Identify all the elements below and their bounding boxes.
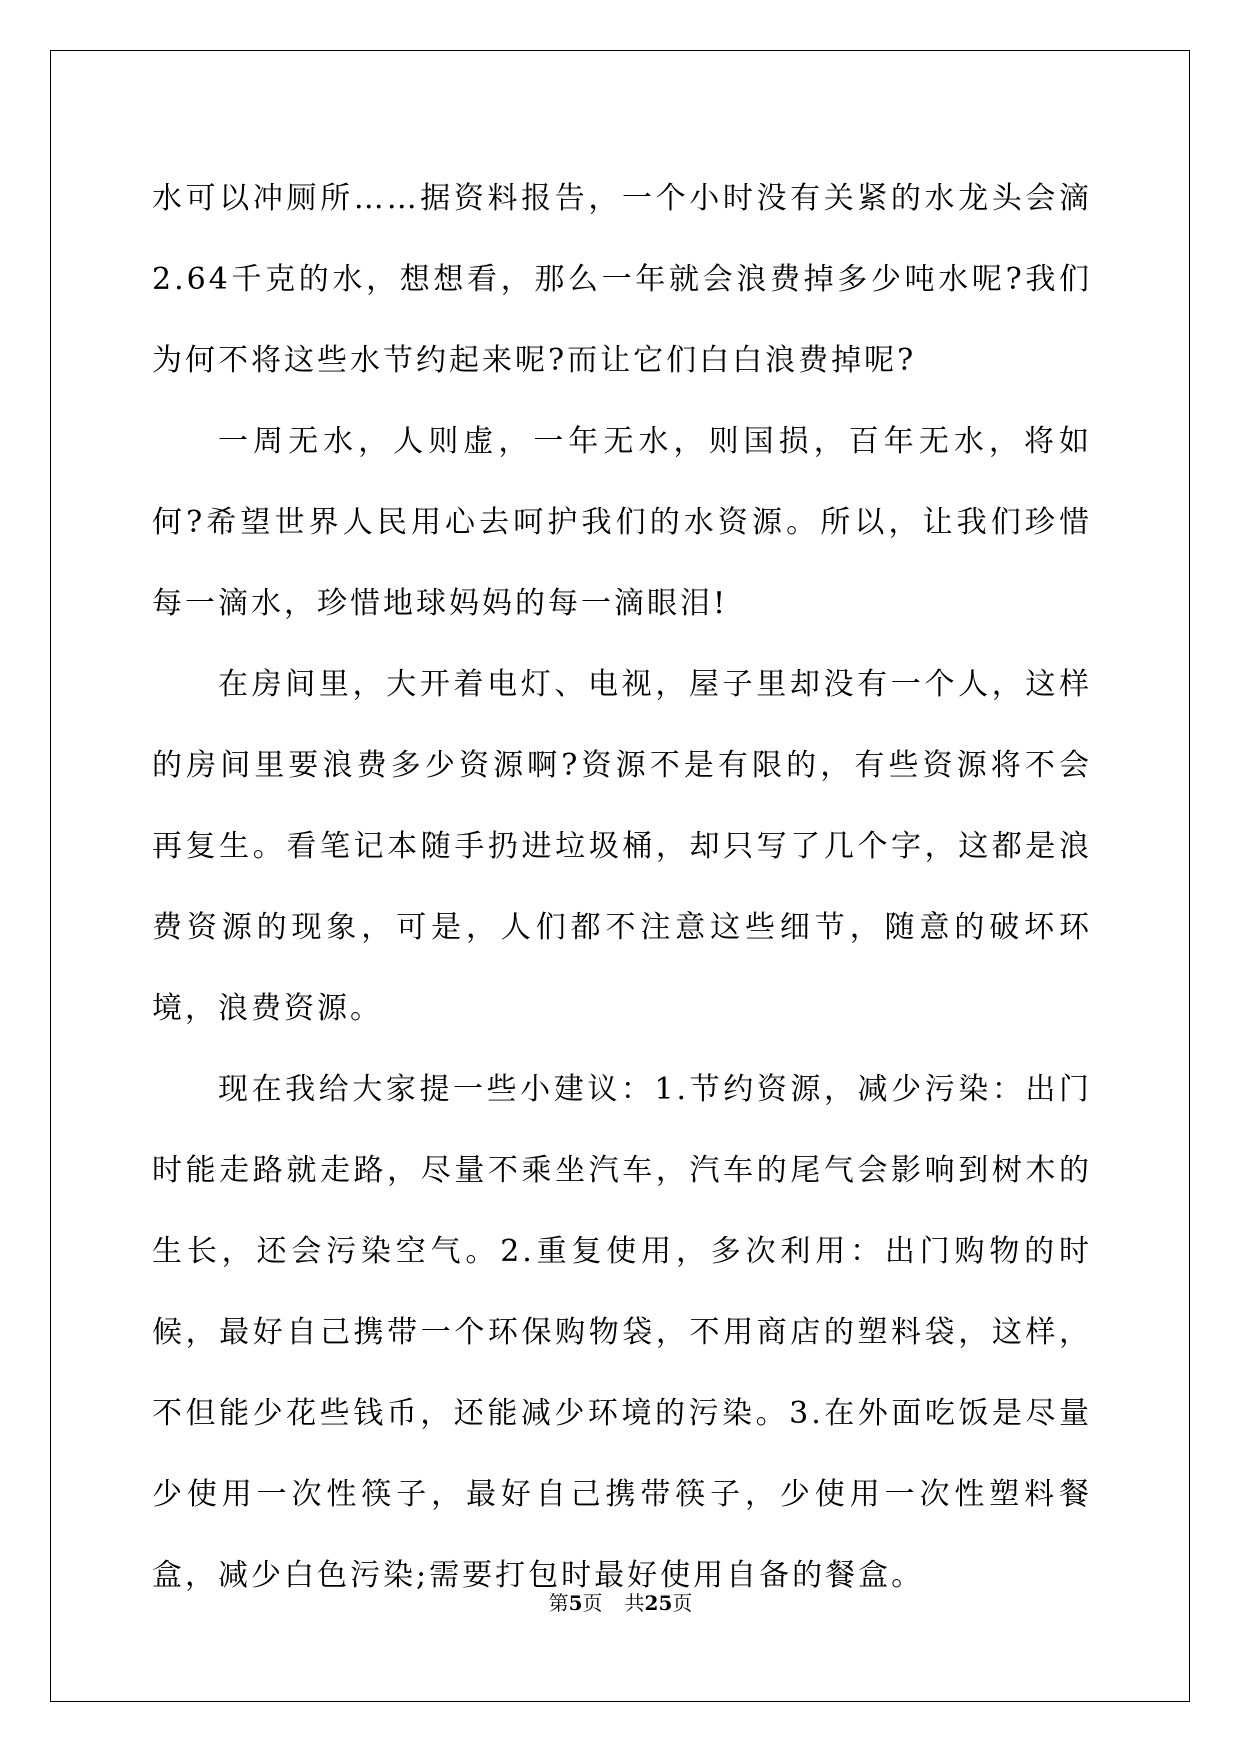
page-prefix: 第	[548, 1591, 569, 1615]
page-footer	[0, 1591, 1241, 1615]
document-body	[152, 158, 1092, 1616]
total-prefix: 共	[624, 1591, 645, 1615]
paragraph-4: 现在我给大家提一些小建议：1.节约资源，减少污染：出门时能走路就走路，尽量不乘坐汽车，汽车的尾气会影响到树木的生长，还会污染空气。2.重复使用，多次利用：出门购物的时候，最好自己携带一个环保购物袋，不用商店的塑料袋，这样，不但能少花些钱币，还能减少环境的污染。3.在外面吃饭是尽量少使用一次性筷子，最好自己携带筷子，少使用一次性塑料餐盒，减少白色污染;需要打包时最好使用自备的餐盒。	[152, 1072, 1092, 1593]
total-pages: 25	[644, 1591, 673, 1615]
paragraph-3: 在房间里，大开着电灯、电视，屋子里却没有一个人，这样的房间里要浪费多少资源啊?资源不是有限的，有些资源将不会再复生。看笔记本随手扔进垃圾桶，却只写了几个字，这都是浪费资源的现象，可是，人们都不注意这些细节，随意的破坏环境，浪费资源。	[152, 667, 1092, 1026]
page-suffix: 页	[582, 1591, 603, 1615]
page-number: 5	[568, 1591, 583, 1615]
total-suffix: 页	[672, 1591, 693, 1615]
paragraph-2: 一周无水，人则虚，一年无水，则国损，百年无水，将如何?希望世界人民用心去呵护我们的水资源。所以，让我们珍惜每一滴水，珍惜地球妈妈的每一滴眼泪!	[152, 424, 1092, 621]
paragraph-1: 水可以冲厕所……据资料报告，一个小时没有关紧的水龙头会滴2.64千克的水，想想看，那么一年就会浪费掉多少吨水呢?我们为何不将这些水节约起来呢?而让它们白白浪费掉呢?	[152, 181, 1092, 378]
